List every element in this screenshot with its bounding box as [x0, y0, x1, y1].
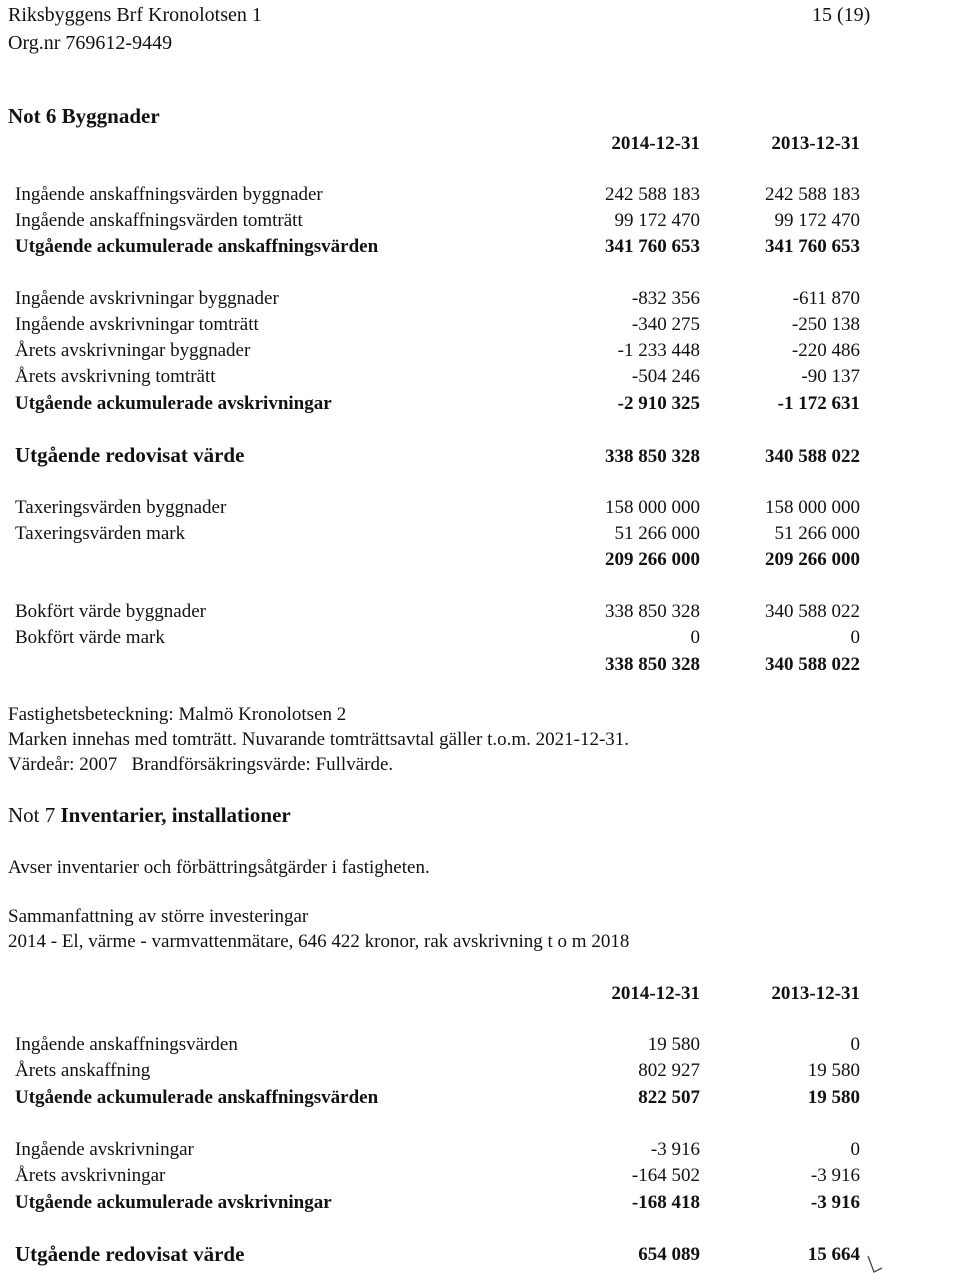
note6-row-label: Ingående avskrivningar byggnader	[15, 288, 279, 309]
note7-row-value-2014: 654 089	[638, 1244, 700, 1265]
leasehold-text: Marken innehas med tomträtt. Nuvarande tomträttsavtal gäller t.o.m. 2021-12-31.	[8, 729, 630, 750]
note6-subtotal-value-2014: 209 266 000	[605, 549, 700, 570]
note7-row-value-2014: 19 580	[647, 1034, 700, 1055]
note6-row-value-2013: -250 138	[791, 314, 860, 335]
note6-row-label: Ingående anskaffningsvärden tomträtt	[15, 210, 303, 231]
note6-row-value-2014: -504 246	[631, 366, 700, 387]
property-designation-text: Fastighetsbeteckning: Malmö Kronolotsen 2	[8, 704, 347, 725]
note6-row-label: Utgående redovisat värde	[15, 443, 245, 467]
note6-subtotal-value-2013: 340 588 022	[765, 654, 860, 675]
note7-title-number: Not 7	[8, 803, 56, 827]
note7-row-label: Utgående ackumulerade anskaffningsvärden	[15, 1087, 379, 1108]
note6-row-value-2013: 0	[850, 627, 860, 648]
note6-row-value-2014: 341 760 653	[605, 236, 700, 257]
note6-row-value-2013: 99 172 470	[774, 210, 860, 231]
note6-row-label: Bokfört värde mark	[15, 627, 165, 648]
note6-row-value-2014: 51 266 000	[614, 523, 700, 544]
note7-row-value-2014: 822 507	[638, 1087, 700, 1108]
value-year-text: Värdeår: 2007 Brandförsäkringsvärde: Fullvärde.	[8, 754, 394, 775]
note7-row-label: Ingående anskaffningsvärden	[15, 1034, 238, 1055]
note7-row-label: Utgående ackumulerade avskrivningar	[15, 1192, 332, 1213]
note7-row-label: Årets anskaffning	[15, 1060, 151, 1081]
organization-name: Riksbyggens Brf Kronolotsen 1	[8, 4, 262, 26]
note6-row-value-2014: 99 172 470	[614, 210, 700, 231]
note7-row-value-2014: -164 502	[631, 1165, 700, 1186]
handwritten-check-mark	[862, 1250, 888, 1280]
note7-title-text: Inventarier, installationer	[60, 803, 291, 827]
note7-row-value-2013: -3 916	[810, 1192, 860, 1213]
note6-row-label: Bokfört värde byggnader	[15, 601, 206, 622]
note7-row-value-2013: 0	[850, 1139, 860, 1160]
note7-row-value-2013: -3 916	[810, 1165, 860, 1186]
page-number: 15 (19)	[812, 4, 871, 26]
note6-row-value-2013: 340 588 022	[765, 601, 860, 622]
note6-row-value-2013: 340 588 022	[765, 446, 860, 467]
note7-summary-line: 2014 - El, värme - varmvattenmätare, 646 422 kronor, rak avskrivning t o m 2018	[8, 931, 630, 952]
note6-row-label: Taxeringsvärden mark	[15, 523, 186, 544]
note6-subtotal-value-2014: 338 850 328	[605, 654, 700, 675]
note6-row-label: Ingående avskrivningar tomträtt	[15, 314, 259, 335]
note6-row-label: Utgående ackumulerade anskaffningsvärden	[15, 236, 379, 257]
note6-row-value-2014: 338 850 328	[605, 601, 700, 622]
note6-row-value-2014: -340 275	[631, 314, 700, 335]
note7-row-value-2013: 19 580	[807, 1060, 860, 1081]
note6-title: Not 6 Byggnader	[8, 104, 160, 128]
note6-subtotal-value-2013: 209 266 000	[765, 549, 860, 570]
note7-row-value-2013: 19 580	[807, 1087, 860, 1108]
note6-row-value-2014: 158 000 000	[605, 497, 700, 518]
note7-row-value-2013: 15 664	[807, 1244, 860, 1265]
note7-description: Avser inventarier och förbättringsåtgärder i fastigheten.	[8, 857, 430, 878]
note7-title	[8, 803, 291, 828]
note6-row-value-2014: -832 356	[631, 288, 700, 309]
note6-row-value-2013: -90 137	[801, 366, 860, 387]
note6-row-value-2013: -611 870	[792, 288, 860, 309]
note6-row-value-2014: 242 588 183	[605, 184, 700, 205]
note6-col-header-2013: 2013-12-31	[771, 133, 860, 154]
note6-row-value-2013: 341 760 653	[765, 236, 860, 257]
note7-row-label: Årets avskrivningar	[15, 1165, 166, 1186]
note7-row-value-2013: 0	[850, 1034, 860, 1055]
note6-row-value-2013: -220 486	[791, 340, 860, 361]
note6-row-label: Taxeringsvärden byggnader	[15, 497, 227, 518]
note6-col-header-2014: 2014-12-31	[611, 133, 700, 154]
note7-row-value-2014: 802 927	[638, 1060, 700, 1081]
note7-summary-heading: Sammanfattning av större investeringar	[8, 906, 309, 927]
note7-row-value-2014: -168 418	[631, 1192, 700, 1213]
note6-row-label: Årets avskrivning tomträtt	[15, 366, 216, 387]
note6-row-value-2014: 0	[690, 627, 700, 648]
note6-row-value-2014: 338 850 328	[605, 446, 700, 467]
note6-row-value-2014: -2 910 325	[617, 393, 700, 414]
note6-row-label: Årets avskrivningar byggnader	[15, 340, 251, 361]
note6-row-value-2014: -1 233 448	[617, 340, 700, 361]
note7-row-label: Utgående redovisat värde	[15, 1242, 245, 1266]
note6-row-value-2013: 158 000 000	[765, 497, 860, 518]
note6-row-value-2013: -1 172 631	[777, 393, 860, 414]
note7-col-header-2014: 2014-12-31	[611, 983, 700, 1004]
note6-row-value-2013: 242 588 183	[765, 184, 860, 205]
note7-row-value-2014: -3 916	[650, 1139, 700, 1160]
organization-number: Org.nr 769612-9449	[8, 32, 173, 54]
note6-row-value-2013: 51 266 000	[774, 523, 860, 544]
note6-row-label: Utgående ackumulerade avskrivningar	[15, 393, 332, 414]
note6-row-label: Ingående anskaffningsvärden byggnader	[15, 184, 323, 205]
note7-row-label: Ingående avskrivningar	[15, 1139, 194, 1160]
note7-col-header-2013: 2013-12-31	[771, 983, 860, 1004]
